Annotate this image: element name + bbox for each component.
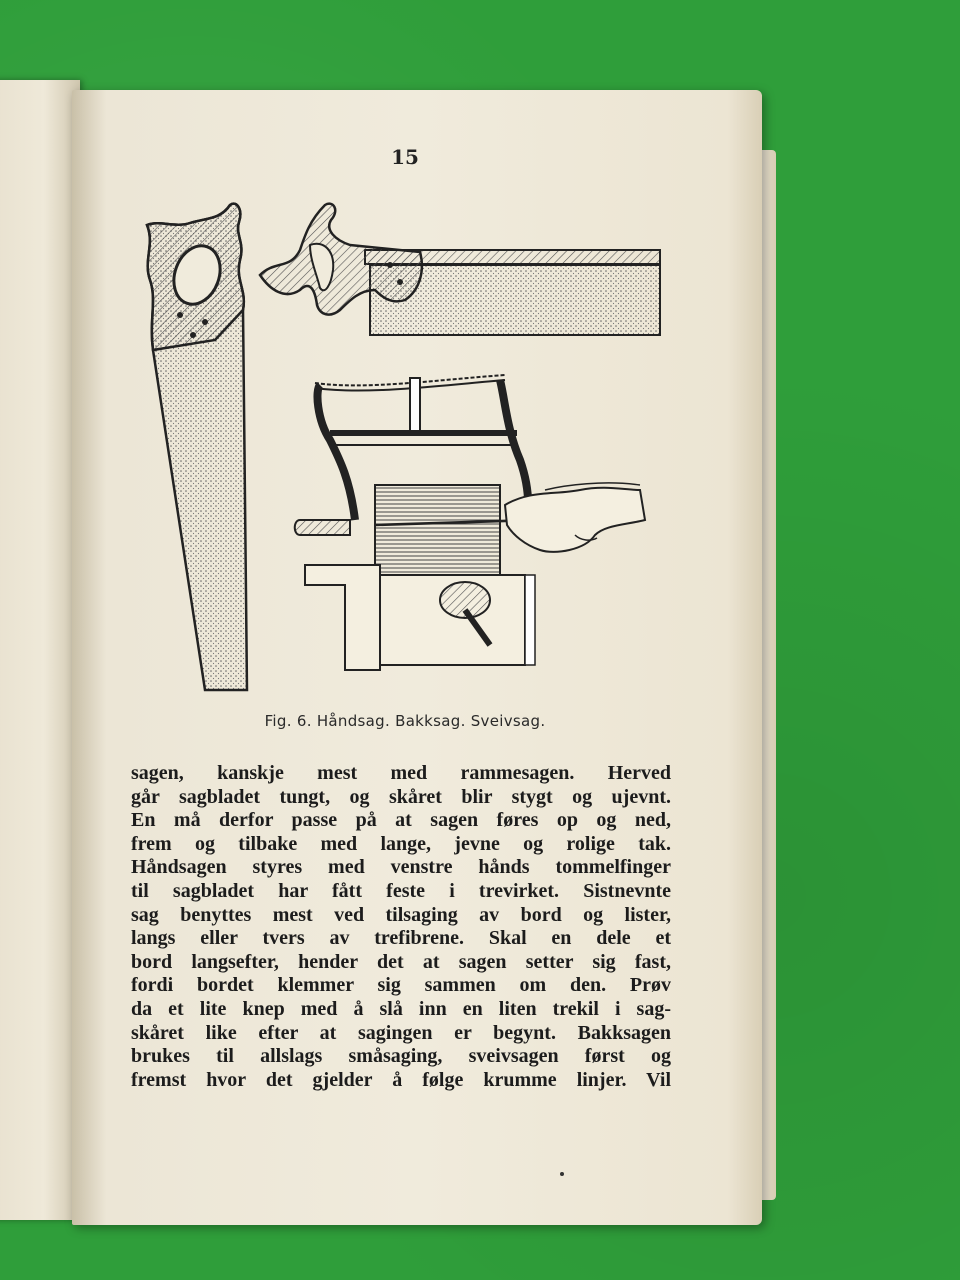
text-line: da et lite knep med å slå inn en liten trekil i sag- xyxy=(131,997,671,1020)
text-line: sagen, kanskje mest med rammesagen. Herved xyxy=(131,762,671,784)
text-line: brukes til allslags småsaging, sveivsagen først og xyxy=(131,1045,671,1068)
text-line: langs eller tvers av trefibrene. Skal en dele et xyxy=(131,927,671,950)
text-line: En må derfor passe på at sagen føres op og ned, xyxy=(131,809,671,832)
saw-illustration xyxy=(135,190,675,700)
text-line: frem og tilbake med lange, jevne og rolige tak. xyxy=(131,832,671,855)
text-line: Håndsagen styres med venstre hånds tommelfinger xyxy=(131,856,671,879)
body-text xyxy=(131,762,671,1092)
text-line: fremst hvor det gjelder å følge krumme linjer. Vil xyxy=(131,1068,671,1091)
text-line: går sagbladet tungt, og skåret blir stygt og ujevnt. xyxy=(131,785,671,808)
page-number: 15 xyxy=(391,145,419,169)
text-line: fordi bordet klemmer sig sammen om den. Prøv xyxy=(131,974,671,997)
bow-saw-drawing xyxy=(295,375,645,670)
text-line: sag benyttes mest ved tilsaging av bord og lister, xyxy=(131,903,671,926)
text-line: bord langsefter, hender det at sagen setter sig fast, xyxy=(131,950,671,973)
text-line: skåret like efter at sagingen er begynt. Bakksagen xyxy=(131,1021,671,1044)
hand-saw-drawing xyxy=(147,204,247,690)
figure-caption: Fig. 6. Håndsag. Bakksag. Sveivsag. xyxy=(264,712,546,730)
left-page-edge xyxy=(0,80,80,1220)
page-speck xyxy=(560,1172,564,1176)
back-saw-drawing xyxy=(260,204,660,335)
text-line: til sagbladet har fått feste i trevirket. Sistnevnte xyxy=(131,879,671,902)
